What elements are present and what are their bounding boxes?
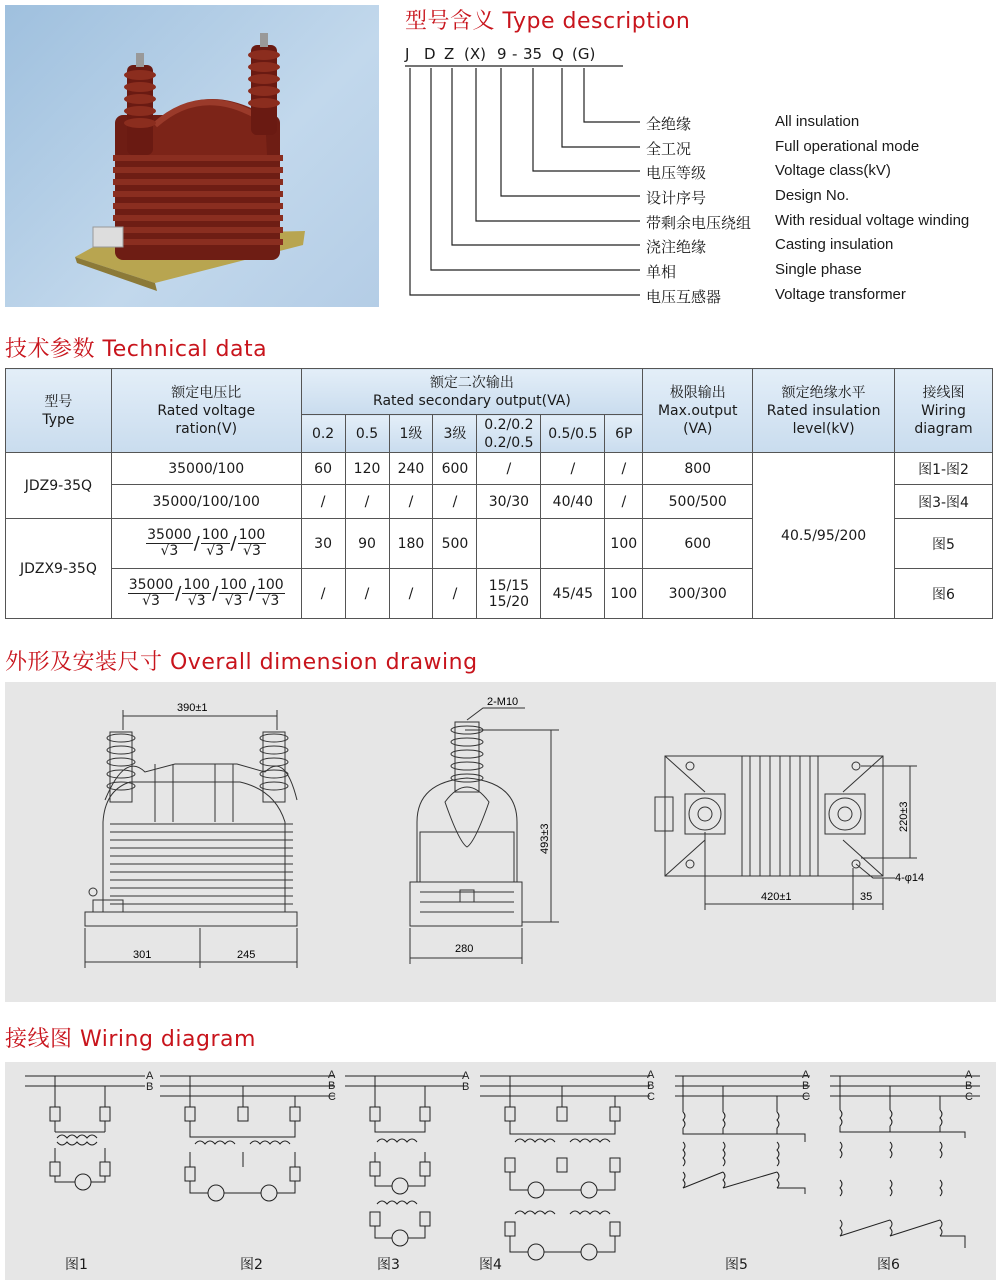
code-char: Q — [552, 45, 564, 63]
cell: 240 — [389, 453, 433, 485]
dim-35: 35 — [860, 891, 873, 903]
cell-wiring: 图6 — [895, 569, 993, 619]
desc-en: With residual voltage winding — [775, 212, 970, 229]
phase-b: B — [146, 1081, 154, 1093]
cell: 30 — [301, 519, 345, 569]
cell-wiring: 图3-图4 — [895, 485, 993, 519]
cell: / — [345, 485, 389, 519]
cell: / — [345, 569, 389, 619]
phase-c: C — [802, 1091, 810, 1103]
cell-wiring: 图1-图2 — [895, 453, 993, 485]
phase-a: A — [802, 1069, 810, 1081]
header-sub: 0.2/0.2 0.2/0.5 — [477, 415, 541, 453]
dimension-title: 外形及安装尺寸 Overall dimension drawing — [5, 650, 478, 675]
code-char: 9 — [497, 45, 507, 63]
cell: 90 — [345, 519, 389, 569]
desc-cn: 带剩余电压绕组 — [646, 214, 752, 232]
cell-type: JDZX9-35Q — [6, 519, 112, 619]
desc-cn: 全绝缘 — [646, 115, 692, 133]
phase-a: A — [328, 1069, 336, 1081]
phase-c: C — [647, 1091, 655, 1103]
wiring-panel — [5, 1062, 996, 1280]
code-char: (X) — [464, 45, 486, 63]
technical-data-table — [5, 368, 993, 619]
cell-max: 300/300 — [643, 569, 753, 619]
figure-label: 图5 — [725, 1257, 748, 1273]
dim-280: 280 — [455, 943, 474, 955]
cell — [541, 519, 605, 569]
dim-420: 420±1 — [761, 891, 792, 903]
header-max-output: 极限输出 Max.output (VA) — [643, 369, 753, 453]
cell: / — [389, 569, 433, 619]
desc-en: Voltage transformer — [775, 286, 906, 303]
cell: 600 — [433, 453, 477, 485]
cell: / — [389, 485, 433, 519]
cell-max: 600 — [643, 519, 753, 569]
code-char: D — [424, 45, 436, 63]
cell-ratio-frac: $\frac{35000}{√3}$ / $\frac{100}{√3}$ / $\frac{100}{√3}$ — [111, 519, 301, 569]
desc-cn: 单相 — [646, 263, 677, 281]
header-type: 型号 Type — [6, 369, 112, 453]
phase-b: B — [647, 1080, 655, 1092]
code-char: (G) — [572, 45, 596, 63]
cell-insulation: 40.5/95/200 — [753, 453, 895, 619]
header-sub: 3级 — [433, 415, 477, 453]
code-char: 35 — [523, 45, 543, 63]
dimension-panel — [5, 682, 996, 1002]
cell: / — [605, 485, 643, 519]
header-sub: 1级 — [389, 415, 433, 453]
cell: 30/30 — [477, 485, 541, 519]
cell: / — [605, 453, 643, 485]
wiring-title: 接线图 Wiring diagram — [5, 1027, 256, 1052]
dim-m10: 2-M10 — [487, 696, 519, 708]
technical-data-title: 技术参数 Technical data — [5, 337, 268, 362]
desc-en: All insulation — [775, 113, 860, 130]
desc-en: Casting insulation — [775, 236, 894, 253]
code-char: - — [512, 45, 518, 63]
figure-label: 图6 — [877, 1257, 900, 1273]
code-char: Z — [444, 45, 455, 63]
code-char: J — [405, 45, 410, 63]
desc-cn: 电压等级 — [646, 164, 707, 182]
cell: / — [301, 569, 345, 619]
cell: / — [433, 485, 477, 519]
desc-cn: 浇注绝缘 — [646, 238, 707, 256]
header-sub: 0.5/0.5 — [541, 415, 605, 453]
cell: 45/45 — [541, 569, 605, 619]
header-sub: 6P — [605, 415, 643, 453]
dim-245: 245 — [237, 949, 256, 961]
phase-b: B — [328, 1080, 336, 1092]
wiring-diagrams — [5, 1062, 996, 1280]
dim-390: 390±1 — [177, 702, 208, 714]
header-sub: 0.2 — [301, 415, 345, 453]
cell-ratio-frac: $\frac{35000}{√3}$ / $\frac{100}{√3}$ / $\frac{100}{√3}$ / $\frac{100}{√3}$ — [111, 569, 301, 619]
figure-label: 图1 — [65, 1257, 88, 1273]
figure-label: 图4 — [479, 1257, 502, 1273]
header-wiring: 接线图 Wiring diagram — [895, 369, 993, 453]
desc-cn: 设计序号 — [646, 189, 707, 207]
desc-cn: 全工况 — [646, 140, 692, 158]
cell: 500 — [433, 519, 477, 569]
phase-a: A — [965, 1069, 973, 1081]
phase-a: A — [146, 1070, 154, 1082]
dim-phi14: 4-φ14 — [895, 872, 925, 884]
cell: / — [433, 569, 477, 619]
phase-a: A — [462, 1070, 470, 1082]
cell: / — [301, 485, 345, 519]
table-row — [6, 453, 993, 485]
phase-c: C — [965, 1091, 973, 1103]
cell: 15/15 15/20 — [477, 569, 541, 619]
header-insulation: 额定绝缘水平 Rated insulation level(kV) — [753, 369, 895, 453]
phase-b: B — [462, 1081, 470, 1093]
cell: 100 — [605, 519, 643, 569]
cell-max: 800 — [643, 453, 753, 485]
cell: 120 — [345, 453, 389, 485]
cell-wiring: 图5 — [895, 519, 993, 569]
cell: / — [541, 453, 605, 485]
dim-493: 493±3 — [539, 823, 551, 854]
figure-label: 图3 — [377, 1257, 400, 1273]
desc-cn: 电压互感器 — [646, 288, 722, 306]
dim-220: 220±3 — [898, 801, 910, 832]
cell-ratio: 35000/100/100 — [111, 485, 301, 519]
phase-b: B — [802, 1080, 810, 1092]
cell: 60 — [301, 453, 345, 485]
header-sub: 0.5 — [345, 415, 389, 453]
phase-b: B — [965, 1080, 973, 1092]
desc-en: Full operational mode — [775, 138, 920, 155]
cell: 100 — [605, 569, 643, 619]
phase-c: C — [328, 1091, 336, 1103]
cell-type: JDZ9-35Q — [6, 453, 112, 519]
header-ratio: 额定电压比 Rated voltage ration(V) — [111, 369, 301, 453]
cell-max: 500/500 — [643, 485, 753, 519]
phase-a: A — [647, 1069, 655, 1081]
cell: / — [477, 453, 541, 485]
desc-en: Single phase — [775, 261, 862, 278]
header-output: 额定二次输出 Rated secondary output(VA) — [301, 369, 643, 415]
figure-label: 图2 — [240, 1257, 263, 1273]
cell: 40/40 — [541, 485, 605, 519]
dim-301: 301 — [133, 949, 152, 961]
desc-en: Voltage class(kV) — [775, 162, 891, 179]
dimension-drawing — [5, 682, 996, 1002]
cell-ratio: 35000/100 — [111, 453, 301, 485]
desc-en: Design No. — [775, 187, 850, 204]
type-description-title: 型号含义 Type description — [405, 9, 691, 34]
cell: 180 — [389, 519, 433, 569]
cell — [477, 519, 541, 569]
